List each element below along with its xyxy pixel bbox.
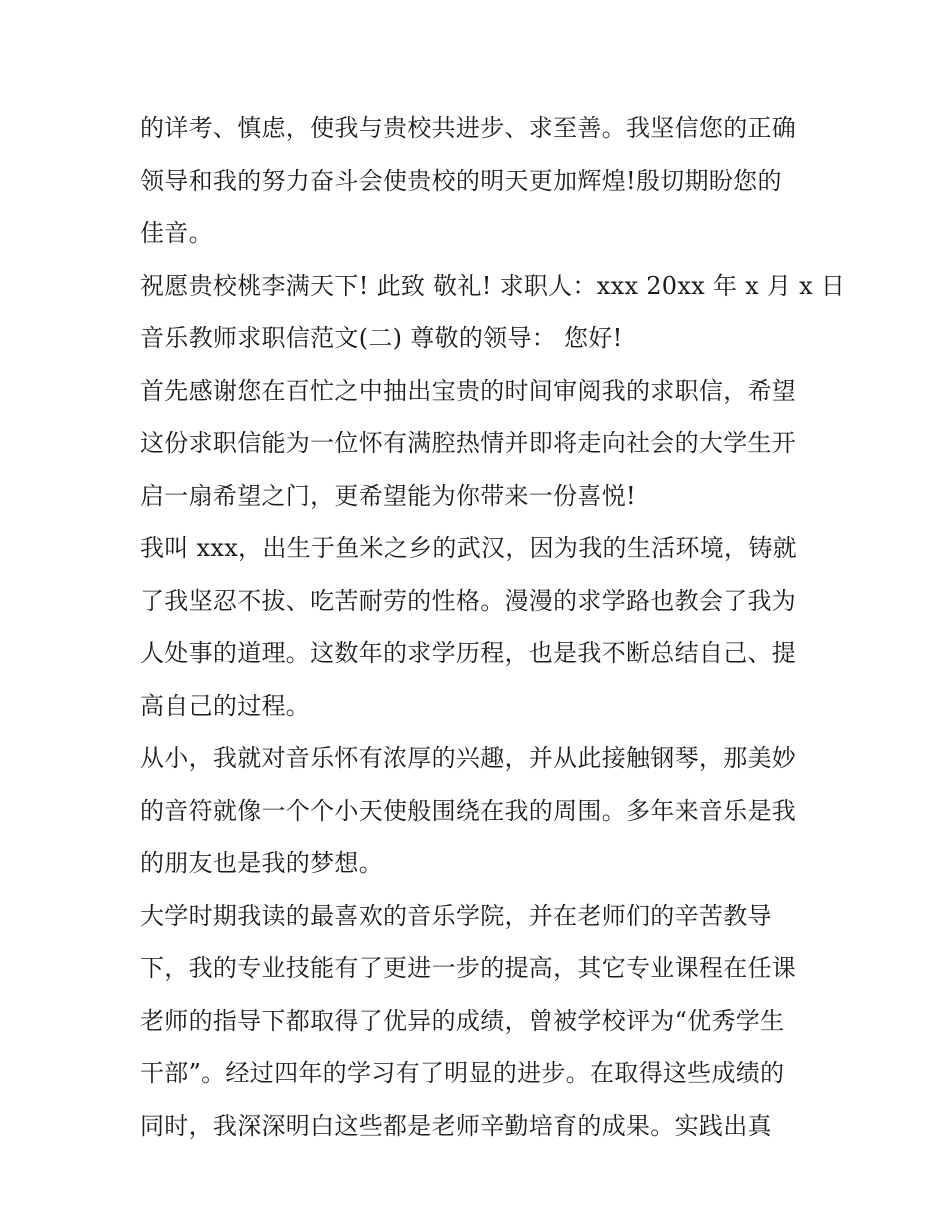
text-line: 的音符就像一个个小天使般围绕在我的周围。多年来音乐是我 xyxy=(140,796,797,825)
text-line: 的朋友也是我的梦想。 xyxy=(140,849,383,877)
text-line: 同时，我深深明白这些都是老师辛勤培育的成果。实践出真 xyxy=(140,1111,772,1140)
text-line: 干部”。经过四年的学习有了明显的进步。在取得这些成绩的 xyxy=(140,1059,785,1087)
text-line: 启一扇希望之门，更希望能为你带来一份喜悦! xyxy=(140,481,636,510)
text-line: 老师的指导下都取得了优异的成绩，曾被学校评为“优秀学生 xyxy=(140,1006,785,1035)
text-line: 佳音。 xyxy=(140,219,213,247)
document-body xyxy=(140,102,846,1152)
text-line: 祝愿贵校桃李满天下! 此致 敬礼! 求职人：xxx 20xx 年 x 月 x 日 xyxy=(140,271,846,300)
text-line: 首先感谢您在百忙之中抽出宝贵的时间审阅我的求职信，希望 xyxy=(140,376,797,405)
text-line: 大学时期我读的最喜欢的音乐学院，并在老师们的辛苦教导 xyxy=(140,901,772,930)
text-line: 领导和我的努力奋斗会使贵校的明天更加辉煌!殷切期盼您的 xyxy=(140,166,782,195)
text-line: 了我坚忍不拔、吃苦耐劳的性格。漫漫的求学路也教会了我为 xyxy=(140,586,797,615)
text-line: 音乐教师求职信范文(二) 尊敬的领导： 您好! xyxy=(140,324,623,352)
text-line: 从小，我就对音乐怀有浓厚的兴趣，并从此接触钢琴，那美妙 xyxy=(140,744,797,772)
text-line: 高自己的过程。 xyxy=(140,691,311,720)
text-line: 下，我的专业技能有了更进一步的提高，其它专业课程在任课 xyxy=(140,954,797,982)
text-line: 人处事的道理。这数年的求学历程，也是我不断总结自己、提 xyxy=(140,639,797,667)
text-line: 这份求职信能为一位怀有满腔热情并即将走向社会的大学生开 xyxy=(140,429,797,457)
text-line: 我叫 xxx，出生于鱼米之乡的武汉，因为我的生活环境，铸就 xyxy=(140,534,797,562)
text-line: 的详考、慎虑，使我与贵校共进步、求至善。我坚信您的正确 xyxy=(140,114,797,142)
